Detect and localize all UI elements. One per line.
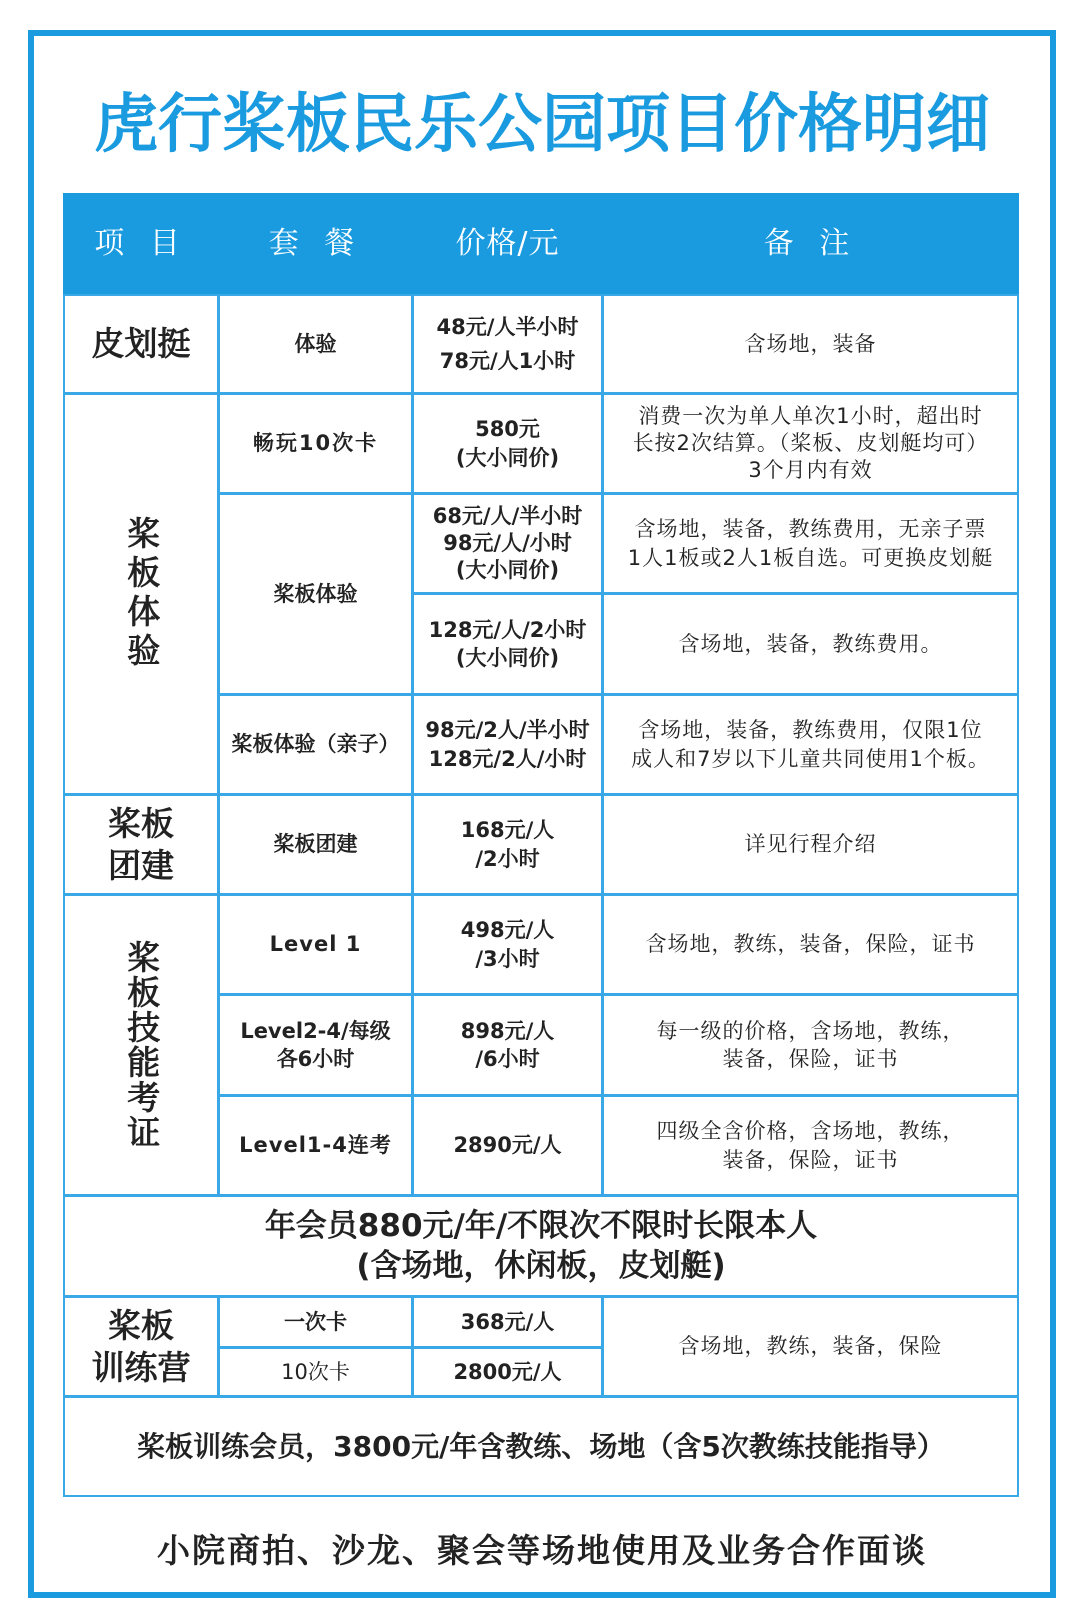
note-line: 含场地，装备，教练费用，无亲子票: [634, 517, 987, 542]
header-item: 项 目: [63, 193, 219, 295]
price-line: 128元/2人/小时: [428, 746, 587, 771]
item-kayak: 皮划挺: [63, 294, 219, 394]
price-line: (大小同价): [455, 646, 560, 670]
annual-line: (含场地，休闲板，皮划艇): [356, 1248, 726, 1284]
price-cell: [412, 694, 603, 795]
price-line: (大小同价): [455, 558, 560, 583]
note-line: 消费一次为单人单次1小时，超出时: [638, 403, 983, 428]
price-line: 68元/人/半小时: [432, 503, 583, 528]
price-line: 580元: [475, 417, 540, 442]
package-cell: [218, 994, 413, 1096]
price-cell: [412, 593, 603, 695]
note-cell: 详见行程介绍: [602, 794, 1019, 895]
price-cell: 368元/人: [412, 1296, 603, 1348]
annual-line: 年会员880元/年/不限次不限时长限本人: [264, 1207, 818, 1244]
note-line: 装备，保险，证书: [722, 1147, 899, 1172]
price-cell: [412, 994, 603, 1096]
item-team: [63, 794, 219, 895]
item-camp: [63, 1296, 219, 1397]
price-line: 48元/人半小时: [436, 314, 579, 339]
price-line: 168元/人: [460, 818, 555, 843]
note-line: 长按2次结算。（桨板、皮划艇均可）: [632, 430, 989, 455]
price-cell: [412, 294, 603, 394]
note-line: 四级全含价格，含场地，教练，: [656, 1119, 965, 1144]
note-cell: [602, 694, 1019, 795]
note-line: 装备，保险，证书: [722, 1047, 899, 1071]
package-cell: Level 1: [218, 894, 413, 995]
price-cell: [412, 894, 603, 995]
package-line: 各6小时: [276, 1047, 355, 1071]
annual-membership: [63, 1195, 1019, 1297]
item-sup: 桨板体验: [63, 393, 219, 795]
header-package: 套 餐: [218, 193, 413, 295]
package-cell: 10次卡: [218, 1347, 413, 1397]
price-cell: 2800元/人: [412, 1347, 603, 1397]
item-cert: 桨板技能考证: [63, 894, 219, 1196]
note-cell: [602, 493, 1019, 594]
price-cell: [412, 493, 603, 594]
price-cell: [412, 393, 603, 494]
price-line: 98元/人/小时: [443, 530, 572, 555]
footer-note: 小院商拍、沙龙、聚会等场地使用及业务合作面谈: [157, 1531, 927, 1570]
header-note: 备 注: [602, 193, 1019, 295]
training-membership: 桨板训练会员，3800元/年含教练、场地（含5次教练技能指导）: [63, 1396, 1019, 1497]
note-cell: 含场地，教练，装备，保险: [602, 1296, 1019, 1397]
price-line: 898元/人: [460, 1018, 555, 1043]
note-line: 每一级的价格，含场地，教练，: [656, 1018, 965, 1043]
note-line: 1人1板或2人1板自选。可更换皮划艇: [627, 545, 994, 570]
package-line: Level2-4/每级: [240, 1018, 391, 1043]
price-line: 128元/人/2小时: [428, 617, 587, 642]
package-cell: 畅玩10次卡: [218, 393, 413, 494]
price-line: 78元/人1小时: [439, 349, 576, 373]
package-cell: 体验: [218, 294, 413, 394]
note-cell: [602, 1095, 1019, 1196]
note-cell: 含场地，装备，教练费用。: [602, 593, 1019, 695]
package-cell: Level1-4连考: [218, 1095, 413, 1196]
note-cell: 含场地，装备: [602, 294, 1019, 394]
page-title: 虎行桨板民乐公园项目价格明细: [94, 88, 990, 162]
item-line: 桨板: [108, 1306, 174, 1346]
price-line: 98元/2人/半小时: [425, 718, 590, 743]
item-line: 桨板: [108, 804, 174, 844]
package-cell: 桨板体验（亲子）: [218, 694, 413, 795]
note-cell: 含场地，教练，装备，保险，证书: [602, 894, 1019, 995]
header-price: 价格/元: [412, 193, 603, 295]
price-cell: [412, 794, 603, 895]
price-cell: 2890元/人: [412, 1095, 603, 1196]
package-cell: 一次卡: [218, 1296, 413, 1348]
note-line: 含场地，装备，教练费用，仅限1位: [638, 718, 983, 743]
price-line: /3小时: [475, 946, 540, 971]
note-cell: [602, 393, 1019, 494]
package-cell: 桨板团建: [218, 794, 413, 895]
note-cell: [602, 994, 1019, 1096]
note-line: 成人和7岁以下儿童共同使用1个板。: [631, 746, 990, 771]
price-line: 498元/人: [460, 918, 555, 943]
item-line: 训练营: [91, 1347, 191, 1387]
note-line: 3个月内有效: [748, 458, 873, 483]
price-line: (大小同价): [455, 445, 560, 470]
item-line: 团建: [108, 845, 174, 885]
price-line: /2小时: [475, 846, 540, 871]
package-cell: 桨板体验: [218, 493, 413, 695]
price-line: /6小时: [475, 1047, 540, 1071]
